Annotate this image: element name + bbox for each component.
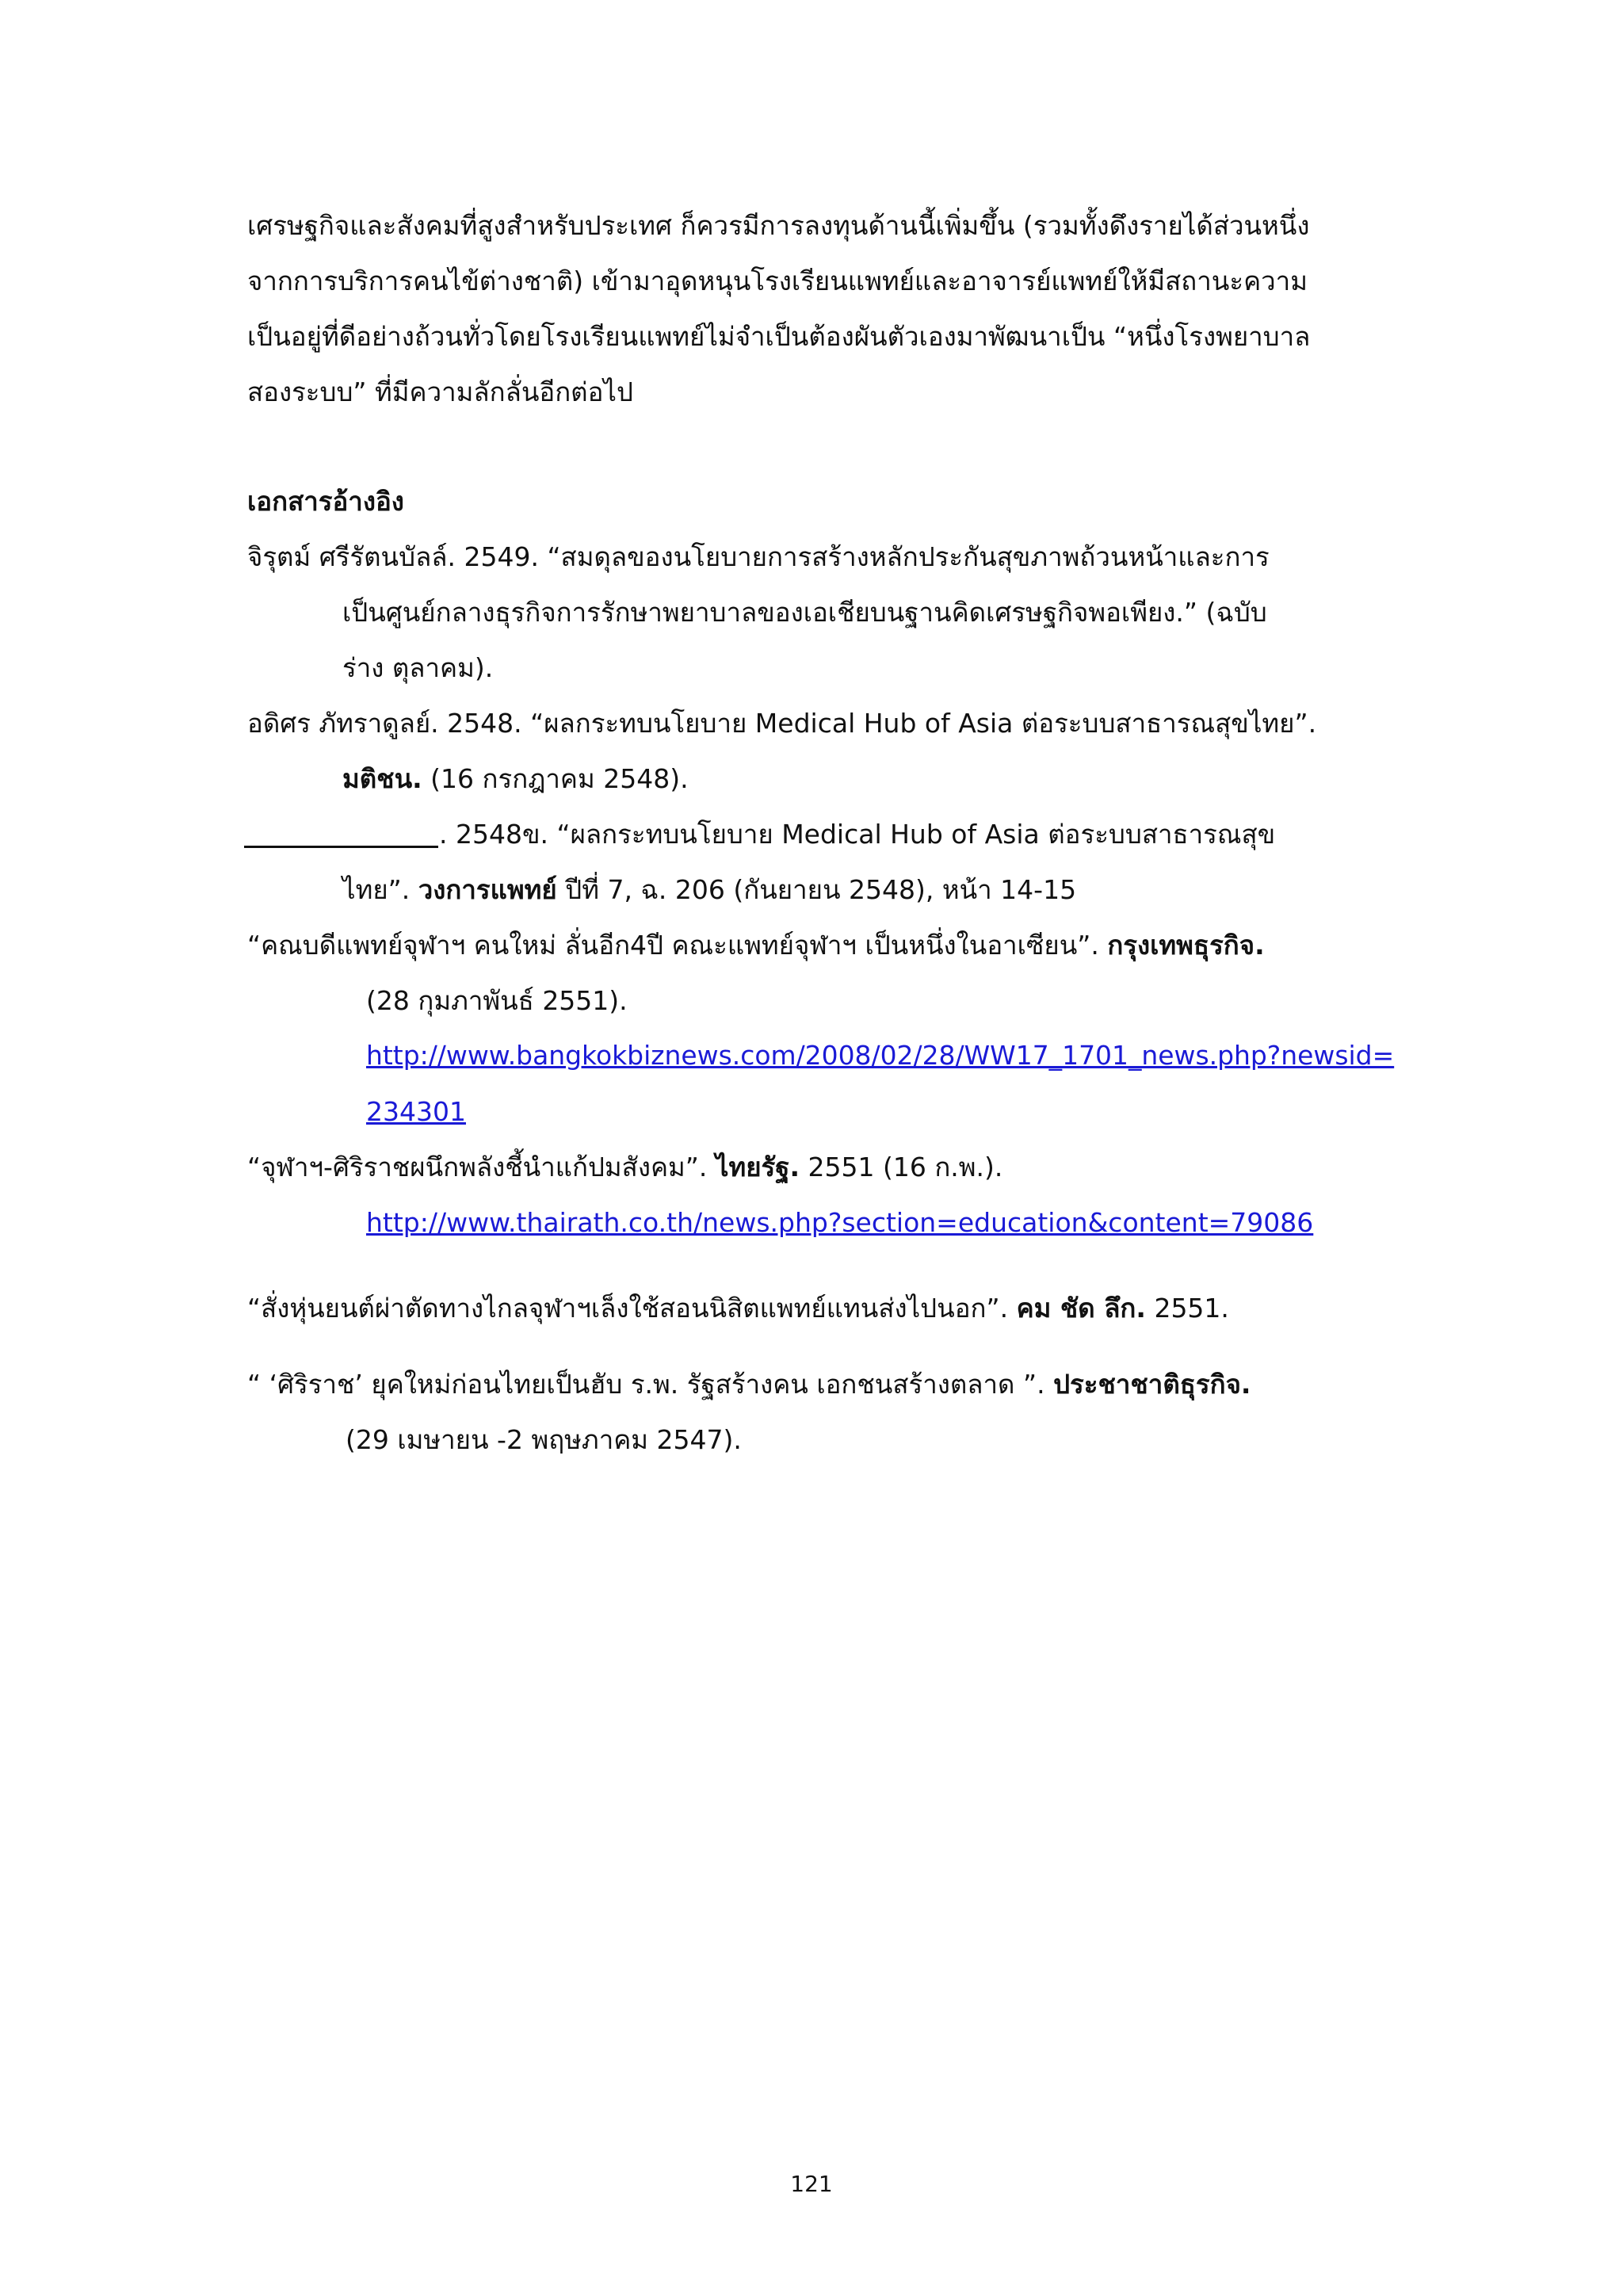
ref-4-publication: กรุงเทพธุรกิจ. <box>1107 930 1265 961</box>
ref-3-text-a: ไทย”. <box>342 874 418 905</box>
ref-2-line-1: อดิศร ภัทราดูลย์. 2548. “ผลกระทบนโยบาย Medical Hub of Asia ต่อระบบสาธารณสุขไทย”. <box>247 708 1317 739</box>
ref-1-line-3: ร่าง ตุลาคม). <box>342 652 494 683</box>
ref-7-date: (29 เมษายน -2 พฤษภาคม 2547). <box>346 1424 742 1455</box>
page-number: 121 <box>790 2171 833 2197</box>
ref-2-date: (16 กรกฎาคม 2548). <box>422 763 689 794</box>
paragraph-line-1: เศรษฐกิจและสังคมที่สูงสำหรับประเทศ ก็ควรมีการลงทุนด้านนี้เพิ่มขึ้น (รวมทั้งดึงรายได้ส่วนหนึ่ง <box>247 210 1310 241</box>
ref-6-publication: คม ชัด ลึก. <box>1016 1293 1146 1324</box>
ref-7-publication: ประชาชาติธุรกิจ. <box>1053 1369 1251 1400</box>
ref-6-year: 2551. <box>1145 1293 1229 1324</box>
ref-5-date: 2551 (16 ก.พ.). <box>800 1152 1003 1182</box>
ref-5-line-1 <box>247 1154 1002 1180</box>
ref-6-line-1 <box>247 1293 1229 1324</box>
ref-4-title: “คณบดีแพทย์จุฬาฯ คนใหม่ ลั่นอีก4ปี คณะแพทย์จุฬาฯ เป็นหนึ่งในอาเซียน”. <box>247 930 1108 961</box>
ref-7-title: “ ‘ศิริราช’ ยุคใหม่ก่อนไทยเป็นฮับ ร.พ. รัฐสร้างคน เอกชนสร้างตลาด ”. <box>247 1369 1054 1400</box>
ref-4-line-1 <box>247 930 1265 961</box>
ref-5-title: “จุฬาฯ-ศิริราชผนึกพลังชี้นำแก้ปมสังคม”. <box>247 1152 716 1182</box>
paragraph-line-3: เป็นอยู่ที่ดีอย่างถ้วนทั่วโดยโรงเรียนแพทย์ไม่จำเป็นต้องผันตัวเองมาพัฒนาเป็น “หนึ่งโรงพยาบาล <box>247 321 1311 352</box>
ref-3-line-1: . 2548ข. “ผลกระทบนโยบาย Medical Hub of Asia ต่อระบบสาธารณสุข <box>439 819 1276 850</box>
ref-3-publication: วงการแพทย์ <box>418 874 557 905</box>
ref-3-line-2 <box>342 874 1077 905</box>
ref-5-publication: ไทยรัฐ. <box>715 1152 800 1182</box>
ref-4-date: (28 กุมภาพันธ์ 2551). <box>366 985 628 1016</box>
ref-1-line-2: เป็นศูนย์กลางธุรกิจการรักษาพยาบาลของเอเชียบนฐานคิดเศรษฐกิจพอเพียง.” (ฉบับ <box>342 597 1267 628</box>
ref-1-line-1: จิรุตม์ ศรีรัตนบัลล์. 2549. “สมดุลของนโยบายการสร้างหลักประกันสุขภาพถ้วนหน้าและการ <box>247 541 1270 572</box>
references-heading: เอกสารอ้างอิง <box>247 486 404 517</box>
ref-6-title: “สั่งหุ่นยนต์ผ่าตัดทางไกลจุฬาฯเล็งใช้สอนนิสิตแพทย์แทนส่งไปนอก”. <box>247 1293 1017 1324</box>
ref-3-author-blank <box>244 846 438 848</box>
paragraph-line-4: สองระบบ” ที่มีความลักลั่นอีกต่อไป <box>247 376 633 407</box>
ref-2-publication: มติชน. <box>342 763 422 794</box>
ref-2-line-2 <box>342 763 689 794</box>
ref-5-url[interactable]: http://www.thairath.co.th/news.php?section=education&content=79086 <box>366 1207 1314 1238</box>
ref-7-line-1 <box>247 1369 1251 1400</box>
ref-3-text-b: ปีที่ 7, ฉ. 206 (กันยายน 2548), หน้า 14-15 <box>556 874 1077 905</box>
paragraph-line-2: จากการบริการคนไข้ต่างชาติ) เข้ามาอุดหนุนโรงเรียนแพทย์และอาจารย์แพทย์ให้มีสถานะความ <box>247 266 1308 296</box>
ref-4-url-line-2[interactable]: 234301 <box>366 1096 466 1127</box>
ref-4-url-line-1[interactable]: http://www.bangkokbiznews.com/2008/02/28/WW17_1701_news.php?newsid= <box>366 1040 1395 1071</box>
